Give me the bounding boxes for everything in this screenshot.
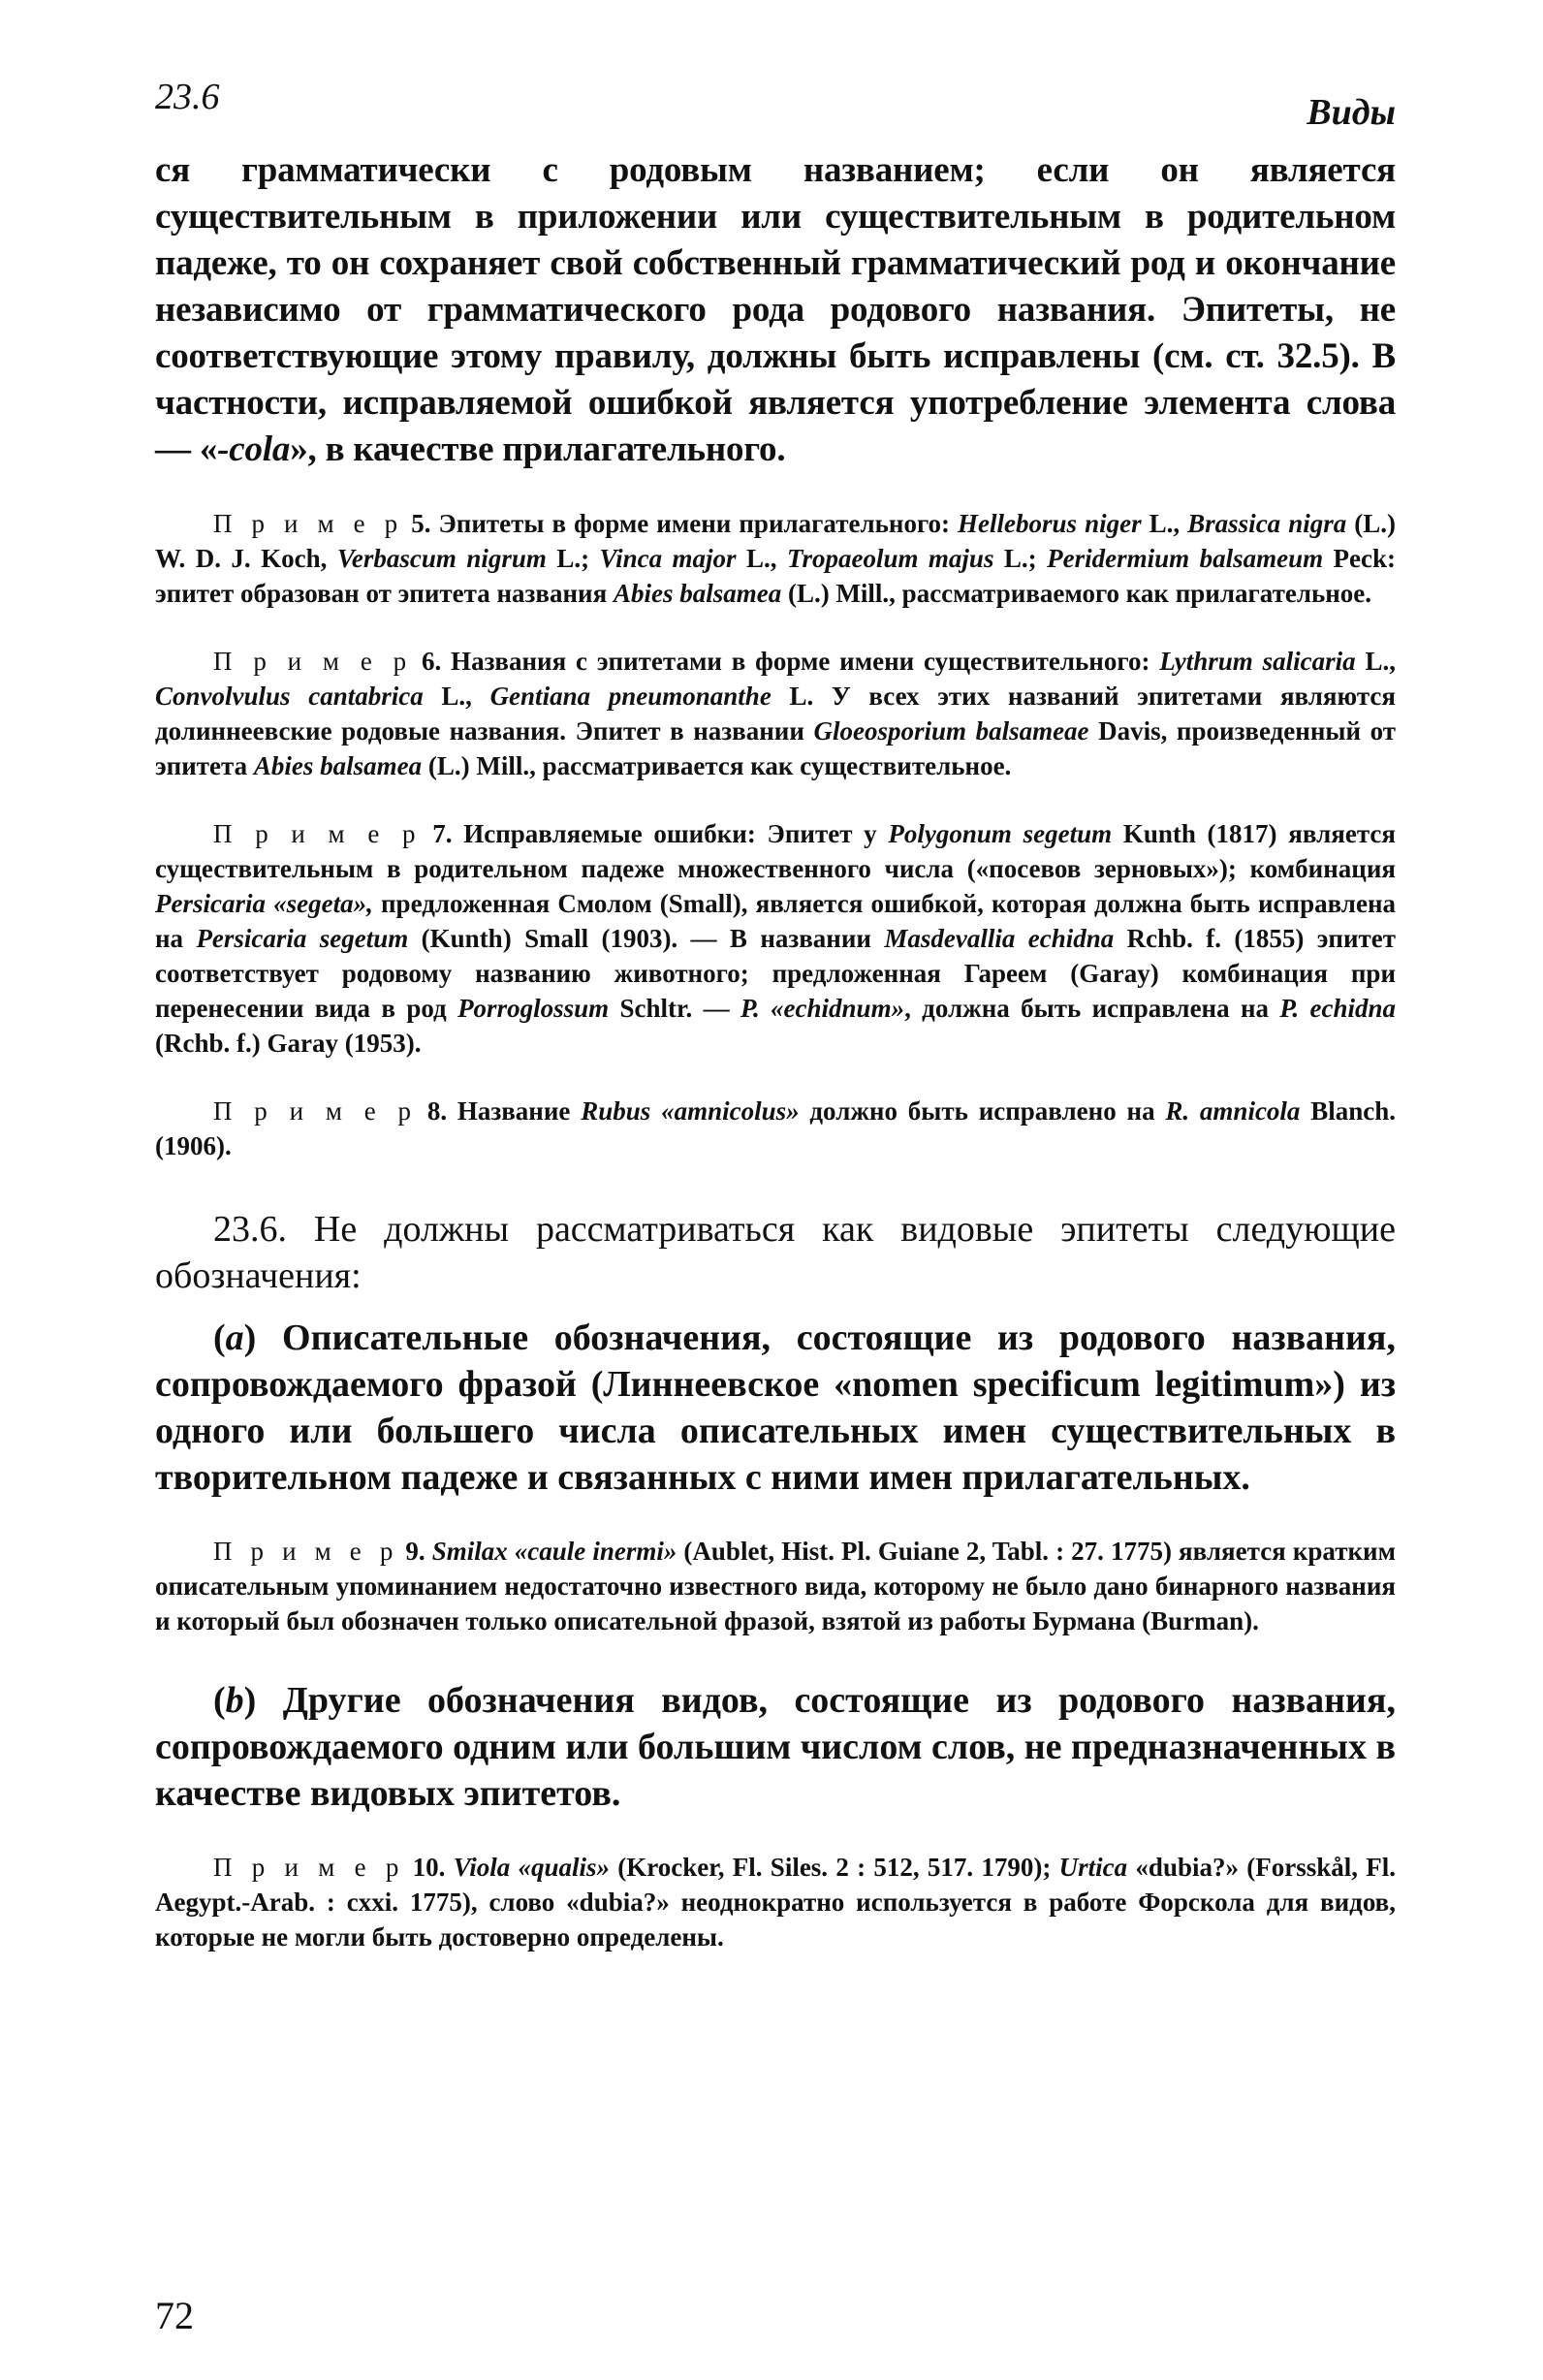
article-23-6 xyxy=(155,1206,1396,1299)
example-text: (L.) W. D. J. Koch, xyxy=(155,509,1397,573)
example-text: Эпитеты в форме имени прилагательного: xyxy=(430,509,959,538)
article-text: Не должны рассматриваться как видовые эпитеты следующие обозначения: xyxy=(155,1209,1396,1296)
taxon-name: P. «echidnum» xyxy=(740,994,905,1023)
example-10 xyxy=(155,1850,1396,1954)
taxon-name: Rubus «amnicolus» xyxy=(581,1096,800,1126)
example-text: L. У всех этих названий эпитетами являются долиннеевские родовые названия. Эпитет в названии xyxy=(155,682,1396,746)
paragraph-text: ся грамматически с родовым названием; если он является существительным в приложении или существительным в родительном падеже, то он сохраняет свой собственный грамматический род и окончание независимо от грамматического рода родового названия. Эпитеты, не соответствующие этому правилу, должны быть исправлены (см. ст. 32.5). В частности, исправляемой ошибкой является употребление элемента слова — « xyxy=(155,150,1396,469)
example-text: Blanch. (1906). xyxy=(155,1096,1397,1160)
example-text: Названия с эпитетами в форме имени существительного: xyxy=(441,647,1160,676)
example-text: L., xyxy=(1141,509,1188,538)
example-text: Davis, произведенный от эпитета xyxy=(155,716,1396,780)
example-label: П р и м е р xyxy=(213,819,422,848)
example-text: (Krocker, Fl. Siles. 2 : 512, 517. 1790); xyxy=(610,1853,1059,1882)
example-text: (Aublet, Hist. Pl. Guiane 2, Tabl. : 27. 1775) является кратким описательным упоминанием недостаточно известного вида, которому не было дано бинарного названия и который был обозначен только описательной фразой, взятой из работы Бурмана (Burman). xyxy=(155,1537,1396,1635)
example-text: Исправляемые ошибки: Эпитет у xyxy=(452,819,889,848)
example-text: L.; xyxy=(993,544,1048,573)
example-text: , должна быть исправлена на xyxy=(904,994,1280,1023)
taxon-name: Helleborus niger xyxy=(958,509,1142,538)
clause-marker: a xyxy=(225,1317,244,1358)
taxon-name: Persicaria «segeta», xyxy=(155,889,373,918)
taxon-name: Urtica xyxy=(1058,1853,1128,1882)
example-text: Kunth (1817) является существительным в родительном падеже множественного числа («посевов зерновых»); комбинация xyxy=(155,819,1396,883)
example-text: L., xyxy=(423,682,490,711)
example-text: предложенная Смолом (Small), является ошибкой, которая должна быть исправлена на xyxy=(155,889,1396,953)
taxon-name: P. echidna xyxy=(1279,994,1397,1023)
example-text: (Kunth) Small (1903). — В названии xyxy=(408,924,885,953)
example-7 xyxy=(155,816,1396,1061)
clause-a: (a) Описательные обозначения, состоящие из родового названия, сопровождаемого фразой (Линнеевское «nomen specificum legitimum») из одного или большего числа описательных имен существительных в творительном падеже и связанных с ними имен прилагательных. xyxy=(155,1317,1396,1498)
example-number: 8. xyxy=(426,1096,448,1126)
paragraph-text: », в качестве прилагательного. xyxy=(290,429,786,469)
example-label: П р и м е р xyxy=(213,647,413,676)
example-text: (L.) Mill., рассматривается как существительное. xyxy=(422,751,1012,780)
taxon-name: Smilax «caule inermi» xyxy=(431,1537,677,1566)
taxon-name: R. amnicola xyxy=(1165,1096,1301,1126)
taxon-name: Porroglossum xyxy=(457,994,610,1023)
example-number: 6. xyxy=(421,647,442,676)
continuation-paragraph xyxy=(155,147,1396,473)
section-title: Виды xyxy=(1307,92,1396,133)
example-label: П р и м е р xyxy=(213,509,404,538)
taxon-name: Gentiana pneumonanthe xyxy=(489,682,772,711)
section-number: 23.6 xyxy=(155,77,220,117)
running-head xyxy=(155,68,1396,136)
clause-text: Описательные обозначения, состоящие из родового названия, сопровождаемого фразой (Линнеевское «nomen specificum legitimum») из одного или большего числа описательных имен существительных в творительном падеже и связанных с ними имен прилагательных. xyxy=(155,1317,1396,1498)
example-text: Rchb. f. (1855) эпитет соответствует родовому названию животного; предложенная Гареем (Garay) комбинация при перенесении вида в род xyxy=(155,924,1397,1023)
taxon-name: Abies balsamea xyxy=(253,751,423,780)
taxon-name: Brassica nigra xyxy=(1187,509,1347,538)
article-number: 23.6. xyxy=(213,1209,287,1250)
taxon-name: Convolvulus cantabrica xyxy=(155,682,424,711)
example-text: Peck: эпитет образован от эпитета названия xyxy=(155,544,1397,608)
taxon-name: Tropaeolum majus xyxy=(786,544,994,573)
example-number: 5. xyxy=(411,509,431,538)
example-text: L., xyxy=(1355,647,1396,676)
example-9 xyxy=(155,1534,1396,1638)
example-text: L.; xyxy=(546,544,600,573)
italic-term: -cola xyxy=(217,429,291,469)
example-number: 10. xyxy=(412,1853,446,1882)
example-8 xyxy=(155,1094,1396,1163)
example-5 xyxy=(155,506,1396,611)
example-text: Schltr. — xyxy=(609,994,740,1023)
taxon-name: Gloeosporium balsameae xyxy=(813,716,1089,746)
taxon-name: Persicaria segetum xyxy=(196,924,409,953)
taxon-name: Polygonum segetum xyxy=(888,819,1113,848)
example-number: 9. xyxy=(405,1537,425,1566)
example-label: П р и м е р xyxy=(213,1096,418,1126)
taxon-name: Masdevallia echidna xyxy=(884,924,1115,953)
example-text: «dubia?» (Forsskål, Fl. Aegypt.-Arab. : cxxi. 1775), слово «dubia?» неоднократно используется в работе Форскола для видов, которые не могли быть достоверно определены. xyxy=(155,1853,1397,1952)
page-number: 72 xyxy=(155,2294,194,2337)
example-label: П р и м е р xyxy=(213,1537,399,1566)
book-page xyxy=(155,68,1396,2336)
taxon-name: Lythrum salicaria xyxy=(1159,647,1356,676)
taxon-name: Abies balsamea xyxy=(613,579,782,608)
example-6 xyxy=(155,644,1396,783)
clause-marker: b xyxy=(225,1680,244,1721)
taxon-name: Verbascum nigrum xyxy=(336,544,547,573)
example-text: Название xyxy=(447,1096,582,1126)
taxon-name: Vinca major xyxy=(599,544,737,573)
clause-b: (b) Другие обозначения видов, состоящие из родового названия, сопровождаемого одним или большим числом слов, не предназначенных в качестве видовых эпитетов. xyxy=(155,1680,1396,1814)
taxon-name: Peridermium balsameum xyxy=(1047,544,1324,573)
example-text: L., xyxy=(736,544,787,573)
example-text: (Rchb. f.) Garay (1953). xyxy=(155,1029,422,1058)
example-label: П р и м е р xyxy=(213,1853,405,1882)
taxon-name: Viola «qualis» xyxy=(453,1853,611,1882)
example-number: 7. xyxy=(432,819,453,848)
example-text: должно быть исправлено на xyxy=(799,1096,1166,1126)
clause-text: Другие обозначения видов, состоящие из родового названия, сопровождаемого одним или большим числом слов, не предназначенных в качестве видовых эпитетов. xyxy=(155,1680,1396,1814)
example-text: (L.) Mill., рассматриваемого как прилагательное. xyxy=(781,579,1372,608)
